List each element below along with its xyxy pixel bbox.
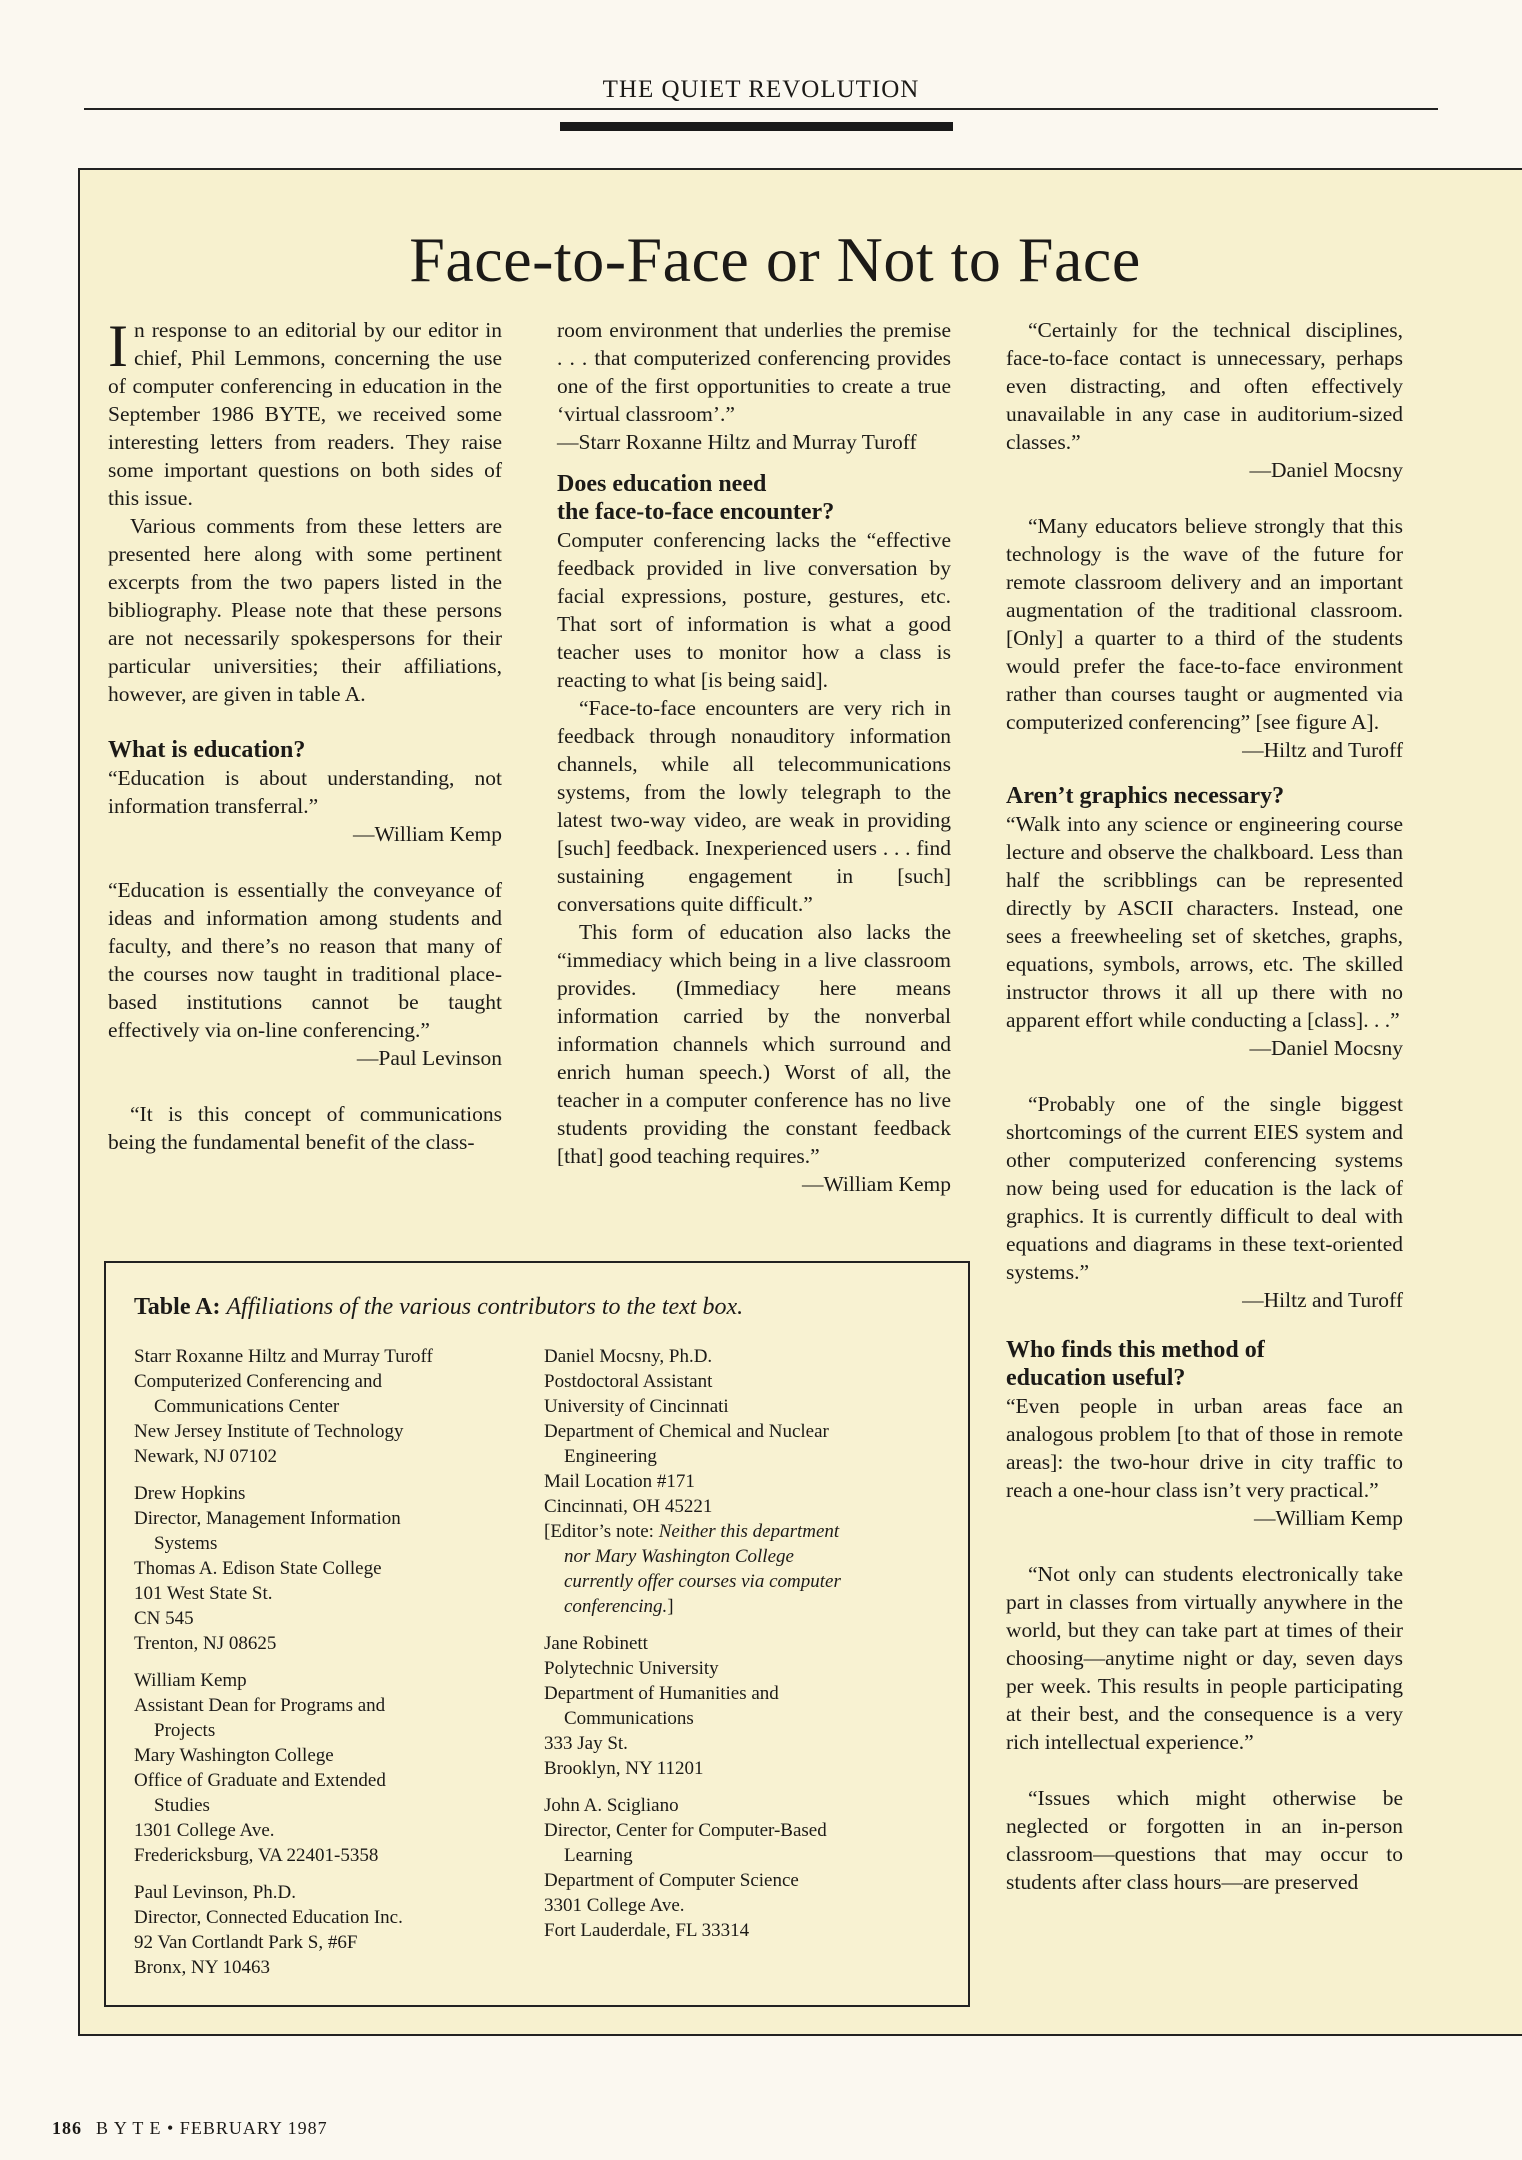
intro-paragraph: [108, 313, 502, 512]
attribution: —William Kemp: [1253, 1506, 1403, 1530]
affiliation-line: Postdoctoral Assistant: [544, 1371, 713, 1392]
affiliation-line: Director, Connected Education Inc.: [134, 1907, 403, 1928]
quote: “Education is about understanding, not information transferral.”: [108, 766, 502, 818]
affiliation-line: New Jersey Institute of Technology: [134, 1421, 404, 1442]
affiliation-line: Newark, NJ 07102: [134, 1446, 278, 1467]
affiliation-line: Mary Washington College: [134, 1745, 334, 1766]
table-a-left-column: [134, 1344, 514, 1992]
affiliation-line: Mail Location #171: [544, 1471, 695, 1492]
quote: “It is this concept of communications being the fundamental benefit of the class-: [108, 1102, 502, 1154]
column-1: [108, 313, 502, 1156]
affiliation-line: Computerized Conferencing and: [134, 1371, 382, 1392]
affiliation-entry: [544, 1631, 944, 1781]
affiliation-line: CN 545: [134, 1608, 194, 1629]
affiliation-line: Brooklyn, NY 11201: [544, 1758, 704, 1779]
header-rule: [84, 108, 1438, 110]
affiliation-line: 92 Van Cortlandt Park S, #6F: [134, 1932, 358, 1953]
quote: “Issues which might otherwise be neglected or forgotten in an in-person classroom—questions that may occur to students after class hours—are preserved: [1006, 1786, 1403, 1894]
quote: “Walk into any science or engineering course lecture and observe the chalkboard. Less than half the scribblings can be represented directly by ASCII characters. Instead, one sees a freewheeling set of sketches, graphs, equations, symbols, arrows, etc. The skilled instructor throws it all up there with no apparent effort while conducting a [class]. . .”: [1006, 812, 1403, 1032]
affiliation-line: Communications Center: [154, 1396, 340, 1417]
paragraph: Computer conferencing lacks the “effective feedback provided in live conversation by facial expressions, posture, gestures, etc. That sort of information is what a good teacher uses to monitor how a class is reacting to what [is being said].: [557, 528, 951, 692]
affiliation-line: 1301 College Ave.: [134, 1820, 275, 1841]
affiliation-line: Director, Center for Computer-Based: [544, 1820, 827, 1841]
affiliation-line: Studies: [154, 1795, 210, 1816]
affiliation-line: currently offer courses via computer: [564, 1571, 841, 1592]
affiliation-line: Office of Graduate and Extended: [134, 1770, 386, 1791]
affiliation-entry: [544, 1793, 944, 1943]
affiliation-line: Paul Levinson, Ph.D.: [134, 1882, 297, 1903]
affiliation-entry: [134, 1344, 514, 1469]
affiliation-line: Projects: [154, 1720, 216, 1741]
affiliation-line: Director, Management Information: [134, 1508, 401, 1529]
table-a-right-column: [544, 1344, 944, 1955]
affiliation-line: Thomas A. Edison State College: [134, 1558, 382, 1579]
page-number: 186: [52, 2118, 82, 2138]
affiliation-entry: [134, 1880, 514, 1980]
affiliation-line: conferencing.]: [564, 1596, 674, 1617]
publication-line: B Y T E • FEBRUARY 1987: [96, 2118, 328, 2138]
attribution: —Hiltz and Turoff: [1242, 738, 1403, 762]
affiliation-line: University of Cincinnati: [544, 1396, 729, 1417]
affiliation-line: Starr Roxanne Hiltz and Murray Turoff: [134, 1346, 433, 1367]
affiliation-line: Daniel Mocsny, Ph.D.: [544, 1346, 713, 1367]
drop-cap: I: [108, 313, 128, 379]
running-head: THE QUIET REVOLUTION: [602, 76, 920, 103]
attribution: —Paul Levinson: [356, 1046, 502, 1070]
affiliation-line: William Kemp: [134, 1670, 247, 1691]
quote: “Probably one of the single biggest shortcomings of the current EIES system and other computerized conferencing systems now being used for education is the lack of graphics. It is currently difficult to deal with equations and diagrams in these text-oriented systems.”: [1006, 1092, 1403, 1284]
attribution: —William Kemp: [352, 822, 502, 846]
column-2: [557, 316, 951, 1198]
affiliation-line: Drew Hopkins: [134, 1483, 246, 1504]
quote: “Many educators believe strongly that this technology is the wave of the future for remote classroom delivery and an important augmentation of the traditional classroom. [Only] a quarter to a third of the students would prefer the face-to-face environment rather than courses taught or augmented via computerized conferencing” [see figure A].: [1006, 514, 1403, 734]
header-bar: [560, 122, 953, 131]
section-heading: What is education?: [108, 737, 306, 763]
attribution: —Daniel Mocsny: [1249, 458, 1403, 482]
quote-continued: room environment that underlies the premise . . . that computerized conferencing provides one of the first opportunities to create a true ‘virtual classroom’.”: [557, 318, 951, 426]
quote: “Education is essentially the conveyance of ideas and information among students and faculty, and there’s no reason that many of the courses now taught in traditional place-based institutions cannot be taught effectively via on-line conferencing.”: [108, 878, 502, 1042]
attribution: —Daniel Mocsny: [1249, 1036, 1403, 1060]
section-heading: Does education need the face-to-face encounter?: [557, 471, 835, 525]
affiliation-line: Communications: [564, 1708, 694, 1729]
paragraph: Various comments from these letters are presented here along with some pertinent excerpts from the two papers listed in the bibliography. Please note that these persons are not necessarily spokespersons for their particular universities; their affiliations, however, are given in table A.: [108, 514, 502, 706]
affiliation-line: [Editor’s note: Neither this department: [544, 1521, 840, 1542]
quote: “Not only can students electronically take part in classes from virtually anywhere in the world, but they can take part at times of their choosing—anytime night or day, seven days per week. This results in people participating at their best, and the consequence is a very rich intellectual experience.”: [1006, 1562, 1403, 1754]
intro-text: n response to an editorial by our editor in chief, Phil Lemmons, concerning the use of computer conferencing in education in the September 1986 BYTE, we received some interesting letters from readers. They raise some important questions on both sides of this issue.: [108, 318, 502, 510]
affiliation-line: nor Mary Washington College: [564, 1546, 794, 1567]
affiliation-line: Learning: [564, 1845, 633, 1866]
quote: “Even people in urban areas face an analogous problem [to that of those in remote areas]: the two-hour drive in city traffic to reach a one-hour class isn’t very practical.”: [1006, 1394, 1403, 1502]
affiliation-entry: [544, 1344, 944, 1619]
attribution: —Starr Roxanne Hiltz and Murray Turoff: [557, 430, 917, 454]
affiliation-line: Trenton, NJ 08625: [134, 1633, 277, 1654]
table-a-caption: Table A: Affiliations of the various contributors to the text box.: [134, 1294, 744, 1320]
affiliation-line: 333 Jay St.: [544, 1733, 628, 1754]
affiliation-line: Bronx, NY 10463: [134, 1957, 270, 1978]
attribution: —Hiltz and Turoff: [1242, 1288, 1403, 1312]
affiliation-entry: [134, 1481, 514, 1656]
affiliation-line: Cincinnati, OH 45221: [544, 1496, 713, 1517]
column-3: [1006, 316, 1403, 1896]
affiliation-line: Department of Humanities and: [544, 1683, 779, 1704]
page-footer: [52, 2118, 328, 2139]
affiliation-line: Fredericksburg, VA 22401-5358: [134, 1845, 379, 1866]
affiliation-line: 3301 College Ave.: [544, 1895, 685, 1916]
affiliation-entry: [134, 1668, 514, 1868]
affiliation-line: Department of Computer Science: [544, 1870, 799, 1891]
attribution: —William Kemp: [801, 1172, 951, 1196]
section-heading: Aren’t graphics necessary?: [1006, 783, 1285, 809]
affiliation-line: Department of Chemical and Nuclear: [544, 1421, 829, 1442]
quote: “Face-to-face encounters are very rich in feedback through nonauditory information channels, while all telecommunications systems, from the lowly telegraph to the latest two-way video, are weak in providing [such] feedback. Inexperienced users . . . find sustaining engagement in [such] conversations quite difficult.”: [557, 696, 951, 916]
affiliation-line: John A. Scigliano: [544, 1795, 679, 1816]
article-title: Face-to-Face or Not to Face: [409, 224, 1141, 295]
affiliation-line: Assistant Dean for Programs and: [134, 1695, 386, 1716]
affiliation-line: Systems: [154, 1533, 218, 1554]
affiliation-line: Polytechnic University: [544, 1658, 719, 1679]
affiliation-line: Fort Lauderdale, FL 33314: [544, 1920, 750, 1941]
affiliation-line: Jane Robinett: [544, 1633, 648, 1654]
quote: “Certainly for the technical disciplines, face-to-face contact is unnecessary, perhaps even distracting, and often effectively unavailable in any case in auditorium-sized classes.”: [1006, 318, 1403, 454]
section-heading: Who finds this method of education useful?: [1006, 1337, 1265, 1391]
paragraph: This form of education also lacks the “immediacy which being in a live classroom provides. (Immediacy here means information carried by the nonverbal information channels which surround and enrich human speech.) Worst of all, the teacher in a computer conference has no live students providing the constant feedback [that] good teaching requires.”: [557, 920, 951, 1168]
affiliation-line: 101 West State St.: [134, 1583, 273, 1604]
affiliation-line: Engineering: [564, 1446, 657, 1467]
